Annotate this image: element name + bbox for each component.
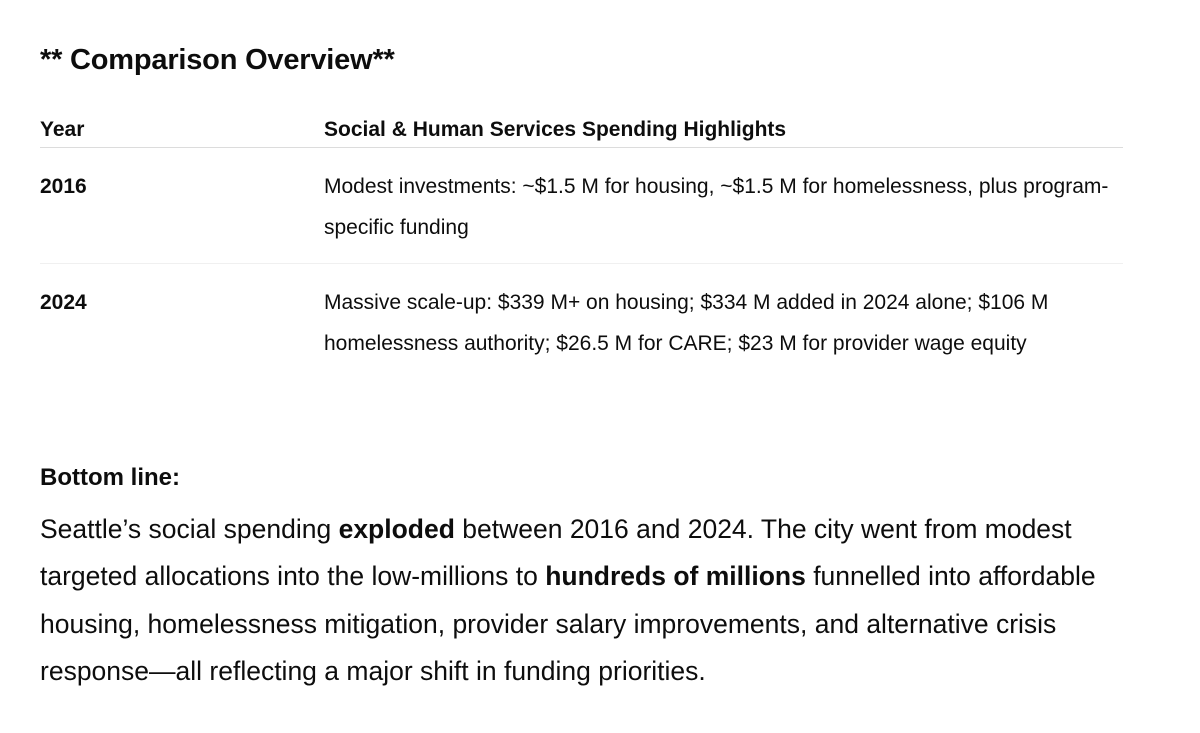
emphasis-text: hundreds of millions (545, 561, 806, 592)
comparison-table (40, 100, 1123, 424)
emphasis-text: exploded (338, 514, 455, 544)
table-cell-year: 2016 (40, 175, 87, 198)
bottom-line-heading: Bottom line: (40, 464, 180, 491)
table-row (40, 148, 1123, 264)
page-title: ** Comparison Overview** (40, 44, 395, 76)
table-row (40, 264, 1123, 424)
table-header-row (40, 100, 1123, 148)
text-segment: Seattle’s social spending (40, 514, 339, 544)
text-segment: between 2016 and 2024. The city went from modest targeted allocations into the low-millions to (40, 514, 1072, 592)
table-cell-year: 2024 (40, 291, 87, 314)
column-header-highlights: Social & Human Services Spending Highlights (324, 118, 787, 141)
text-segment: funnelled into affordable housing, homelessness mitigation, provider salary improvements, and alternative crisis response—all reflecting a major shift in funding priorities. (40, 561, 1096, 686)
table-cell-highlights: Massive scale-up: $339 M+ on housing; $334 M added in 2024 alone; $106 M homelessness authority; $26.5 M for CARE; $23 M for provider wage equity (324, 291, 1049, 355)
column-header-year: Year (40, 118, 85, 141)
table-cell-highlights: Modest investments: ~$1.5 M for housing, ~$1.5 M for homelessness, plus program-specific funding (324, 175, 1109, 239)
bottom-line-paragraph (40, 506, 1123, 695)
